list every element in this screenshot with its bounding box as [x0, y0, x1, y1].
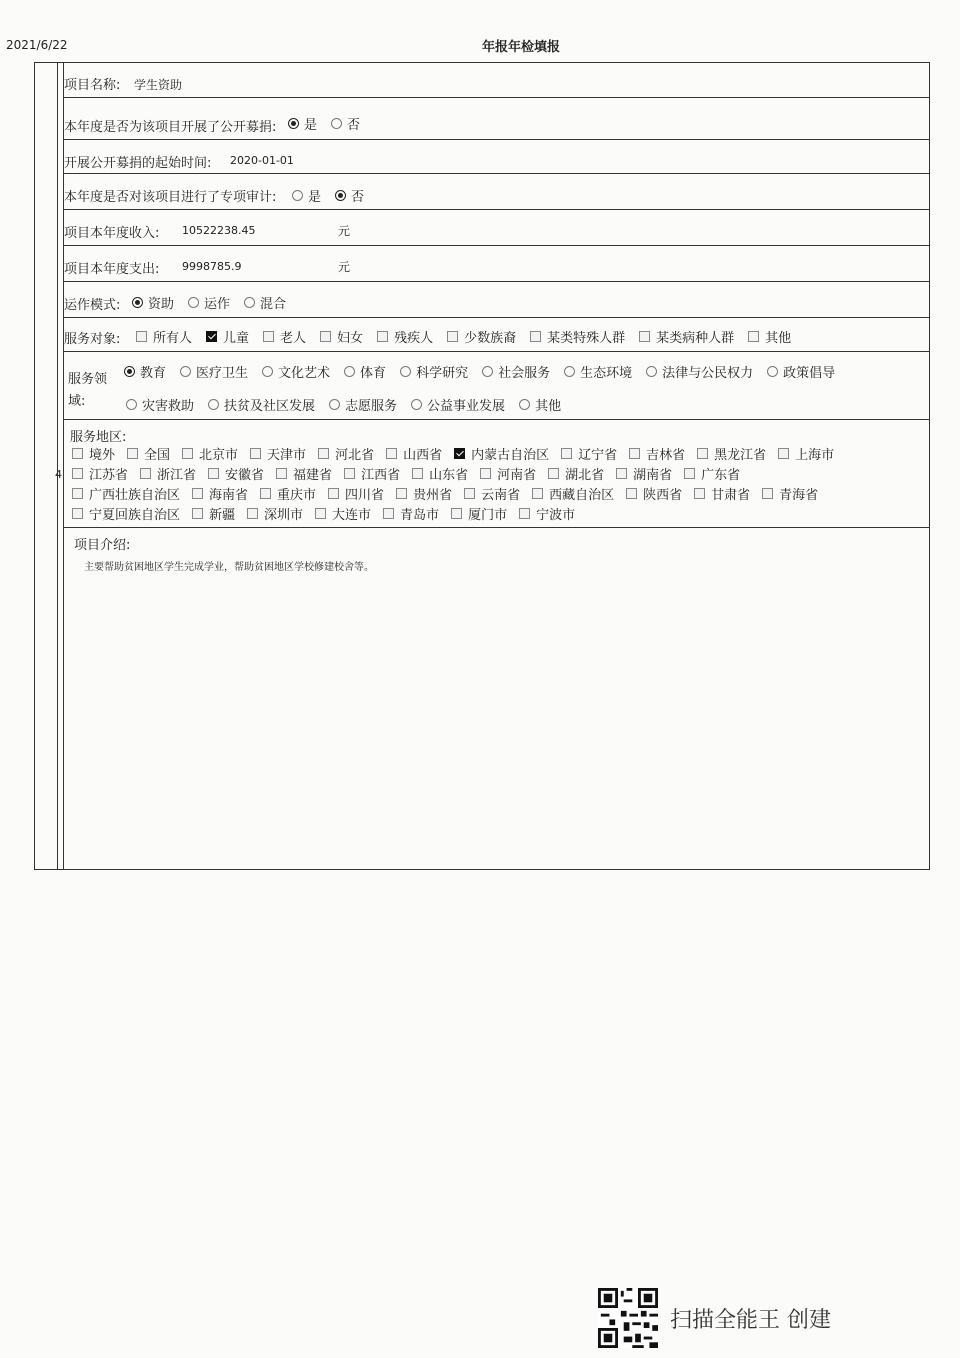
operation-mode-mixed[interactable] [244, 293, 286, 312]
checkbox-icon [532, 488, 543, 499]
region-national[interactable] [127, 444, 170, 463]
income-row [64, 210, 930, 246]
option-label: 生态环境 [580, 366, 633, 381]
radio-icon [400, 366, 411, 377]
expense-value: 9998785.9 [182, 260, 242, 273]
field-other[interactable] [519, 395, 561, 414]
field-poverty-alleviation[interactable] [208, 395, 315, 414]
checkbox-icon [344, 468, 355, 479]
option-label: 境外 [89, 448, 116, 463]
region-inner-mongolia[interactable] [454, 444, 549, 463]
target-children[interactable] [206, 327, 249, 346]
option-label: 广东省 [701, 468, 741, 483]
checkbox-icon [208, 468, 219, 479]
checkbox-icon [72, 448, 83, 459]
project-intro-text: 主要帮助贫困地区学生完成学业，帮助贫困地区学校修建校舍等。 [84, 562, 374, 573]
option-label: 其他 [765, 331, 792, 346]
target-elderly[interactable] [263, 327, 306, 346]
checkbox-icon [762, 488, 773, 499]
checkbox-icon [684, 468, 695, 479]
radio-checked-icon [132, 297, 143, 308]
region-jiangxi[interactable] [344, 464, 400, 483]
special-audit-options [292, 186, 378, 205]
project-name-value: 学生资助 [134, 78, 183, 92]
option-label: 天津市 [267, 448, 307, 463]
region-beijing[interactable] [182, 444, 238, 463]
region-jilin[interactable] [629, 444, 685, 463]
option-label: 医疗卫生 [196, 366, 249, 381]
regions-line-2 [72, 464, 752, 483]
service-targets-options [136, 327, 805, 346]
radio-icon [262, 366, 273, 377]
radio-icon [646, 366, 657, 377]
radio-checked-icon [124, 366, 135, 377]
region-qinghai[interactable] [762, 484, 818, 503]
region-overseas[interactable] [72, 444, 115, 463]
special-audit-row [64, 174, 930, 210]
region-xinjiang[interactable] [192, 504, 235, 523]
region-hubei[interactable] [548, 464, 604, 483]
fundraising-start-label: 开展公开募捐的起始时间: [64, 156, 212, 171]
checkbox-icon [377, 331, 388, 342]
option-label: 四川省 [345, 488, 385, 503]
field-medical[interactable] [180, 362, 248, 381]
field-public-welfare[interactable] [411, 395, 505, 414]
project-intro-row [64, 528, 930, 870]
region-chongqing[interactable] [260, 484, 316, 503]
field-research[interactable] [400, 362, 468, 381]
checkbox-checked-icon [206, 331, 217, 342]
service-fields-label: 服务领 [68, 372, 108, 387]
regions-line-4 [72, 504, 587, 523]
service-fields-options-1 [124, 362, 849, 381]
operation-mode-row [64, 282, 930, 318]
region-zhejiang[interactable] [140, 464, 196, 483]
expense-row [64, 246, 930, 282]
operation-mode-funding[interactable] [132, 293, 174, 312]
option-label: 青岛市 [400, 508, 440, 523]
option-label: 黑龙江省 [714, 448, 767, 463]
option-label: 法律与公民权力 [662, 366, 754, 381]
radio-icon [244, 297, 255, 308]
field-social-service[interactable] [482, 362, 550, 381]
region-gansu[interactable] [694, 484, 750, 503]
radio-icon [292, 190, 303, 201]
region-hebei[interactable] [318, 444, 374, 463]
checkbox-icon [530, 331, 541, 342]
checkbox-icon [72, 468, 83, 479]
checkbox-icon [318, 448, 329, 459]
income-unit: 元 [338, 224, 351, 238]
checkbox-icon [519, 508, 530, 519]
qr-code-icon [598, 1288, 658, 1348]
checkbox-icon [629, 448, 640, 459]
option-label: 深圳市 [264, 508, 304, 523]
radio-icon [344, 366, 355, 377]
option-label: 吉林省 [646, 448, 686, 463]
region-ningxia[interactable] [72, 504, 180, 523]
service-regions-label: 服务地区: [70, 430, 127, 445]
radio-icon [482, 366, 493, 377]
region-shenzhen[interactable] [247, 504, 303, 523]
checkbox-checked-icon [454, 448, 465, 459]
checkbox-icon [140, 468, 151, 479]
radio-icon [180, 366, 191, 377]
service-targets-row [64, 318, 930, 352]
checkbox-icon [548, 468, 559, 479]
option-label: 青海省 [779, 488, 819, 503]
operation-mode-options [132, 293, 300, 312]
special-audit-label: 本年度是否对该项目进行了专项审计: [64, 190, 277, 205]
option-label: 所有人 [153, 331, 193, 346]
option-label: 是 [304, 118, 318, 133]
option-label: 山东省 [429, 468, 469, 483]
option-label: 老人 [280, 331, 307, 346]
checkbox-icon [250, 448, 261, 459]
option-label: 残疾人 [394, 331, 434, 346]
option-label: 河北省 [335, 448, 375, 463]
fundraising-start-row [64, 140, 930, 174]
target-disease-group[interactable] [639, 327, 734, 346]
radio-icon [519, 399, 530, 410]
checkbox-icon [412, 468, 423, 479]
option-label: 陕西省 [643, 488, 683, 503]
public-fundraising-options [288, 114, 374, 133]
region-guangdong[interactable] [684, 464, 740, 483]
income-value: 10522238.45 [182, 224, 256, 237]
option-label: 上海市 [795, 448, 835, 463]
option-label: 广西壮族自治区 [89, 488, 181, 503]
option-label: 辽宁省 [578, 448, 618, 463]
option-label: 湖南省 [633, 468, 673, 483]
option-label: 是 [308, 190, 322, 205]
region-qingdao[interactable] [383, 504, 439, 523]
option-label: 资助 [148, 297, 175, 312]
region-henan[interactable] [480, 464, 536, 483]
service-regions-row [64, 420, 930, 528]
region-shandong[interactable] [412, 464, 468, 483]
checkbox-icon [447, 331, 458, 342]
checkbox-icon [697, 448, 708, 459]
public-fundraising-row [64, 98, 930, 140]
radio-icon [188, 297, 199, 308]
region-hainan[interactable] [192, 484, 248, 503]
regions-line-3 [72, 484, 830, 503]
region-shanxi[interactable] [386, 444, 442, 463]
option-label: 贵州省 [413, 488, 453, 503]
option-label: 新疆 [209, 508, 236, 523]
radio-checked-icon [288, 118, 299, 129]
field-ecology[interactable] [564, 362, 632, 381]
option-label: 否 [347, 118, 361, 133]
option-label: 扶贫及社区发展 [224, 399, 316, 414]
option-label: 全国 [144, 448, 171, 463]
option-label: 江西省 [361, 468, 401, 483]
option-label: 海南省 [209, 488, 249, 503]
option-label: 内蒙古自治区 [471, 448, 550, 463]
print-date: 2021/6/22 [6, 38, 68, 52]
checkbox-icon [276, 468, 287, 479]
option-label: 科学研究 [416, 366, 469, 381]
checkbox-icon [315, 508, 326, 519]
region-tibet[interactable] [532, 484, 614, 503]
checkbox-icon [260, 488, 271, 499]
checkbox-icon [639, 331, 650, 342]
service-targets-label: 服务对象: [64, 332, 121, 347]
checkbox-icon [694, 488, 705, 499]
row-number-column [34, 62, 58, 870]
option-label: 大连市 [332, 508, 372, 523]
field-volunteer[interactable] [329, 395, 397, 414]
checkbox-icon [328, 488, 339, 499]
region-guizhou[interactable] [396, 484, 452, 503]
target-other[interactable] [748, 327, 791, 346]
checkbox-icon [386, 448, 397, 459]
public-fundraising-yes[interactable] [288, 114, 317, 133]
region-tianjin[interactable] [250, 444, 306, 463]
operation-mode-operate[interactable] [188, 293, 230, 312]
option-label: 河南省 [497, 468, 537, 483]
option-label: 湖北省 [565, 468, 605, 483]
option-label: 宁夏回族自治区 [89, 508, 181, 523]
option-label: 某类病种人群 [656, 331, 735, 346]
page-title: 年报年检填报 [482, 40, 561, 55]
region-xiamen[interactable] [451, 504, 507, 523]
checkbox-icon [464, 488, 475, 499]
region-shanghai[interactable] [778, 444, 834, 463]
target-disabled[interactable] [377, 327, 433, 346]
service-fields-row [64, 352, 930, 420]
fundraising-start-value: 2020-01-01 [230, 154, 294, 167]
project-name-label: 项目名称: [64, 78, 121, 93]
option-label: 教育 [140, 366, 167, 381]
target-ethnic[interactable] [447, 327, 516, 346]
checkbox-icon [127, 448, 138, 459]
option-label: 其他 [535, 399, 562, 414]
checkbox-icon [72, 488, 83, 499]
option-label: 公益事业发展 [427, 399, 506, 414]
option-label: 社会服务 [498, 366, 551, 381]
radio-icon [208, 399, 219, 410]
radio-icon [767, 366, 778, 377]
option-label: 江苏省 [89, 468, 129, 483]
option-label: 重庆市 [277, 488, 317, 503]
checkbox-icon [626, 488, 637, 499]
option-label: 山西省 [403, 448, 443, 463]
option-label: 混合 [260, 297, 287, 312]
option-label: 少数族裔 [464, 331, 517, 346]
checkbox-icon [320, 331, 331, 342]
checkbox-icon [778, 448, 789, 459]
option-label: 政策倡导 [783, 366, 836, 381]
checkbox-icon [72, 508, 83, 519]
option-label: 甘肃省 [711, 488, 751, 503]
field-education[interactable] [124, 362, 166, 381]
checkbox-icon [480, 468, 491, 479]
checkbox-icon [182, 448, 193, 459]
region-sichuan[interactable] [328, 484, 384, 503]
region-guangxi[interactable] [72, 484, 180, 503]
operation-mode-label: 运作模式: [64, 298, 121, 313]
region-dalian[interactable] [315, 504, 371, 523]
checkbox-icon [616, 468, 627, 479]
option-label: 文化艺术 [278, 366, 331, 381]
field-culture[interactable] [262, 362, 330, 381]
region-hunan[interactable] [616, 464, 672, 483]
special-audit-no[interactable] [335, 186, 364, 205]
option-label: 否 [351, 190, 365, 205]
field-sports[interactable] [344, 362, 386, 381]
radio-icon [564, 366, 575, 377]
checkbox-icon [748, 331, 759, 342]
field-law[interactable] [646, 362, 753, 381]
target-all[interactable] [136, 327, 192, 346]
target-women[interactable] [320, 327, 363, 346]
checkbox-icon [451, 508, 462, 519]
regions-line-1 [72, 444, 846, 463]
region-fujian[interactable] [276, 464, 332, 483]
option-label: 宁波市 [536, 508, 576, 523]
option-label: 安徽省 [225, 468, 265, 483]
option-label: 云南省 [481, 488, 521, 503]
option-label: 志愿服务 [345, 399, 398, 414]
row-number: 4 [55, 468, 62, 481]
radio-icon [411, 399, 422, 410]
radio-icon [126, 399, 137, 410]
service-fields-label-2: 域: [68, 394, 86, 409]
region-heilongjiang[interactable] [697, 444, 766, 463]
target-special-group[interactable] [530, 327, 625, 346]
option-label: 浙江省 [157, 468, 197, 483]
region-yunnan[interactable] [464, 484, 520, 503]
service-fields-options-2 [126, 395, 575, 414]
option-label: 运作 [204, 297, 231, 312]
region-shaanxi[interactable] [626, 484, 682, 503]
option-label: 厦门市 [468, 508, 508, 523]
public-fundraising-label: 本年度是否为该项目开展了公开募捐: [64, 120, 277, 135]
public-fundraising-no[interactable] [331, 114, 360, 133]
expense-unit: 元 [338, 260, 351, 274]
region-anhui[interactable] [208, 464, 264, 483]
field-disaster-relief[interactable] [126, 395, 194, 414]
option-label: 西藏自治区 [549, 488, 615, 503]
option-label: 妇女 [337, 331, 364, 346]
option-label: 某类特殊人群 [547, 331, 626, 346]
checkbox-icon [263, 331, 274, 342]
field-policy[interactable] [767, 362, 835, 381]
scanner-watermark: 扫描全能王 创建 [670, 1308, 831, 1333]
option-label: 福建省 [293, 468, 333, 483]
checkbox-icon [383, 508, 394, 519]
region-jiangsu[interactable] [72, 464, 128, 483]
checkbox-icon [136, 331, 147, 342]
expense-label: 项目本年度支出: [64, 262, 160, 277]
radio-icon [331, 118, 342, 129]
special-audit-yes[interactable] [292, 186, 321, 205]
option-label: 体育 [360, 366, 387, 381]
region-liaoning[interactable] [561, 444, 617, 463]
checkbox-icon [396, 488, 407, 499]
income-label: 项目本年度收入: [64, 226, 160, 241]
option-label: 灾害救助 [142, 399, 195, 414]
option-label: 北京市 [199, 448, 239, 463]
radio-icon [329, 399, 340, 410]
project-name-row [64, 62, 930, 98]
region-ningbo[interactable] [519, 504, 575, 523]
project-intro-label: 项目介绍: [74, 538, 131, 553]
checkbox-icon [192, 488, 203, 499]
checkbox-icon [561, 448, 572, 459]
option-label: 儿童 [223, 331, 250, 346]
radio-checked-icon [335, 190, 346, 201]
checkbox-icon [247, 508, 258, 519]
checkbox-icon [192, 508, 203, 519]
